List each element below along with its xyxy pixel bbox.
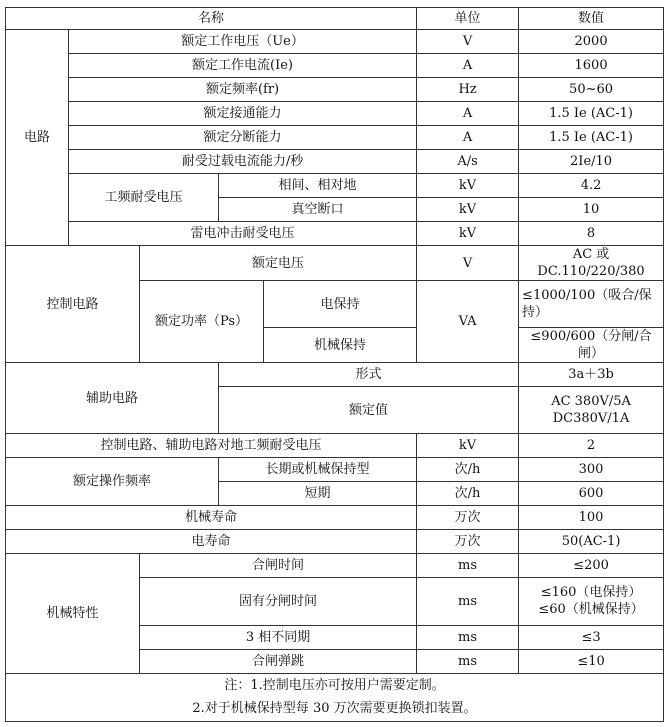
row-name: 额定值 bbox=[219, 387, 519, 433]
note-line-1: 注：1.控制电压亦可按用户需要定制。 bbox=[224, 678, 445, 694]
header-unit: 单位 bbox=[417, 8, 519, 30]
row-name: 3 相不同期 bbox=[140, 625, 417, 649]
row-value: ≤160（电保持） ≤60（机械保持） bbox=[519, 577, 664, 625]
row-name: 长期或机械保持型 bbox=[219, 457, 417, 481]
table-row bbox=[6, 174, 664, 198]
row-value: 1.5 Ie (AC-1) bbox=[519, 126, 664, 150]
row-name: 短期 bbox=[219, 481, 417, 505]
row-name: 机械保持 bbox=[264, 328, 417, 363]
row-name: 额定接通能力 bbox=[69, 102, 417, 126]
row-unit: 万次 bbox=[417, 529, 519, 553]
row-name: 耐受过载电流能力/秒 bbox=[69, 150, 417, 174]
row-name: 额定电压 bbox=[140, 246, 417, 281]
table-row bbox=[6, 54, 664, 78]
row-unit: VA bbox=[417, 281, 519, 363]
row-value: 2Ie/10 bbox=[519, 150, 664, 174]
table-row bbox=[6, 363, 664, 387]
table-row bbox=[6, 102, 664, 126]
table-row bbox=[6, 457, 664, 481]
op-freq-label: 额定操作频率 bbox=[6, 457, 219, 505]
row-value: 50~60 bbox=[519, 78, 664, 102]
table-row bbox=[6, 30, 664, 54]
row-value: ≤200 bbox=[519, 553, 664, 577]
table-row bbox=[6, 78, 664, 102]
circuit-label: 电路 bbox=[6, 30, 69, 246]
row-name: 雷电冲击耐受电压 bbox=[69, 222, 417, 246]
note-line-2: 2.对于机械保持型每 30 万次需要更换锁扣装置。 bbox=[192, 701, 477, 717]
row-name: 控制电路、辅助电路对地工频耐受电压 bbox=[6, 433, 417, 457]
row-name: 合闸时间 bbox=[140, 553, 417, 577]
row-name: 机械寿命 bbox=[6, 505, 417, 529]
row-value: 2 bbox=[519, 433, 664, 457]
row-unit: 万次 bbox=[417, 505, 519, 529]
row-value: 50(AC-1) bbox=[519, 529, 664, 553]
row-unit: kV bbox=[417, 174, 519, 198]
row-value: ≤3 bbox=[519, 625, 664, 649]
row-value: ≤900/600（分闸/合闸） bbox=[519, 328, 664, 363]
power-freq-label: 工频耐受电压 bbox=[69, 174, 219, 222]
row-unit: kV bbox=[417, 433, 519, 457]
row-name: 电保持 bbox=[264, 281, 417, 328]
aux-label: 辅助电路 bbox=[6, 363, 219, 433]
table-row bbox=[6, 529, 664, 553]
row-value: AC 或 DC.110/220/380 bbox=[519, 246, 664, 281]
row-unit: kV bbox=[417, 222, 519, 246]
row-name: 固有分闸时间 bbox=[140, 577, 417, 625]
table-row bbox=[6, 433, 664, 457]
spec-table bbox=[5, 7, 664, 722]
row-unit: A bbox=[417, 102, 519, 126]
row-unit: 次/h bbox=[417, 457, 519, 481]
row-unit: ms bbox=[417, 553, 519, 577]
row-value: 300 bbox=[519, 457, 664, 481]
row-name: 额定频率(fr) bbox=[69, 78, 417, 102]
row-unit: V bbox=[417, 30, 519, 54]
mech-label: 机械特性 bbox=[6, 553, 140, 673]
row-value: ≤1000/100（吸合/保 持） bbox=[519, 281, 664, 328]
row-name: 额定工作电流(Ie) bbox=[69, 54, 417, 78]
header-value: 数值 bbox=[519, 8, 664, 30]
row-name: 真空断口 bbox=[219, 198, 417, 222]
row-unit: ms bbox=[417, 625, 519, 649]
table-row bbox=[6, 126, 664, 150]
table-row bbox=[6, 553, 664, 577]
row-value: 600 bbox=[519, 481, 664, 505]
row-value: ≤10 bbox=[519, 649, 664, 673]
header-name: 名称 bbox=[6, 8, 417, 30]
row-name: 额定工作电压（Ue） bbox=[69, 30, 417, 54]
table-row bbox=[6, 150, 664, 174]
row-unit: ms bbox=[417, 577, 519, 625]
row-unit: A/s bbox=[417, 150, 519, 174]
row-unit: 次/h bbox=[417, 481, 519, 505]
row-value: 1600 bbox=[519, 54, 664, 78]
row-name: 额定分断能力 bbox=[69, 126, 417, 150]
header-row bbox=[6, 8, 664, 30]
control-label: 控制电路 bbox=[6, 246, 140, 363]
row-value: 10 bbox=[519, 198, 664, 222]
row-value: 4.2 bbox=[519, 174, 664, 198]
notes bbox=[6, 673, 664, 721]
row-unit: A bbox=[417, 126, 519, 150]
row-unit: V bbox=[417, 246, 519, 281]
table-row bbox=[6, 246, 664, 281]
power-label: 额定功率（Ps） bbox=[140, 281, 264, 363]
row-value: 3a＋3b bbox=[519, 363, 664, 387]
row-value: 100 bbox=[519, 505, 664, 529]
row-value: 2000 bbox=[519, 30, 664, 54]
row-value: 8 bbox=[519, 222, 664, 246]
row-name: 形式 bbox=[219, 363, 519, 387]
row-name: 合闸弹跳 bbox=[140, 649, 417, 673]
row-unit: ms bbox=[417, 649, 519, 673]
row-unit: A bbox=[417, 54, 519, 78]
notes-row bbox=[6, 673, 664, 721]
row-unit: kV bbox=[417, 198, 519, 222]
row-name: 相间、相对地 bbox=[219, 174, 417, 198]
table-row bbox=[6, 505, 664, 529]
table-row bbox=[6, 222, 664, 246]
row-unit: Hz bbox=[417, 78, 519, 102]
row-name: 电寿命 bbox=[6, 529, 417, 553]
row-value: AC 380V/5A DC380V/1A bbox=[519, 387, 664, 433]
row-value: 1.5 Ie (AC-1) bbox=[519, 102, 664, 126]
